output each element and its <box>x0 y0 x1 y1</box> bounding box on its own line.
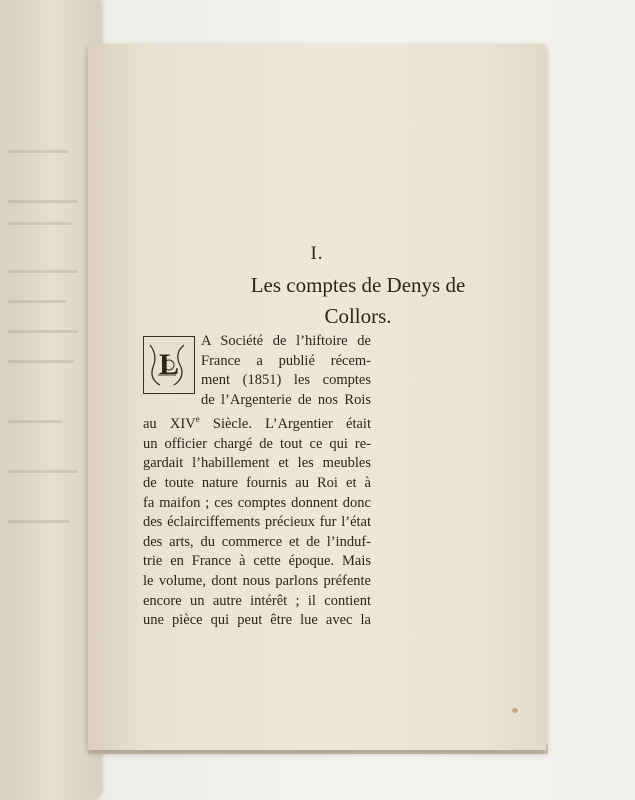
text-line-end: Siècle. L’Argentier était <box>199 416 371 433</box>
ghost-line <box>8 200 78 203</box>
text-line: trie en France à cette époque. Mais <box>143 553 371 570</box>
text-line: fa maifon ; ces comptes donnent donc <box>143 494 371 511</box>
text-line: de toute nature fournis au Roi et à <box>143 474 371 491</box>
drop-cap-letter: L <box>158 348 180 381</box>
text-line: le volume, dont nous parlons préfente <box>143 572 371 589</box>
ghost-line <box>8 270 78 273</box>
text-line: encore un autre intérêt ; il contient <box>143 592 371 609</box>
ghost-line <box>8 360 74 363</box>
ghost-line <box>8 330 78 333</box>
text-line: de l’Argenterie de nos Rois <box>201 391 371 408</box>
underlying-page <box>0 0 100 800</box>
ghost-line <box>8 520 70 523</box>
text-line: gardait l’habillement et les meubles <box>143 455 371 472</box>
chapter-title <box>238 270 478 332</box>
ghost-line <box>8 420 63 423</box>
text-line-start: au XIV <box>143 416 196 433</box>
chapter-title-line-2: Collors. <box>324 304 392 328</box>
text-line: ment (1851) les comptes <box>201 372 371 389</box>
text-line: A Société de l’hiftoire de <box>201 333 371 349</box>
chapter-number: I. <box>310 243 324 264</box>
superscript: e <box>195 414 200 425</box>
ghost-line <box>8 300 66 303</box>
ghost-line <box>8 470 78 473</box>
text-line: des éclairciffements précieux fur l’état <box>143 514 371 531</box>
text-line: un officier chargé de tout ce qui re- <box>143 435 371 452</box>
text-line <box>143 410 371 434</box>
text-line: France a publié récem- <box>201 352 371 369</box>
foxing-spot <box>512 708 518 713</box>
ghost-line <box>8 222 72 225</box>
chapter-title-line-1: Les comptes de Denys de <box>250 273 466 297</box>
book-page <box>88 44 546 750</box>
text-line: des arts, du commerce et de l’induf- <box>143 533 371 550</box>
ghost-line <box>8 150 68 153</box>
text-line: une pièce qui peut être lue avec la <box>143 612 371 629</box>
body-paragraph <box>143 332 371 631</box>
